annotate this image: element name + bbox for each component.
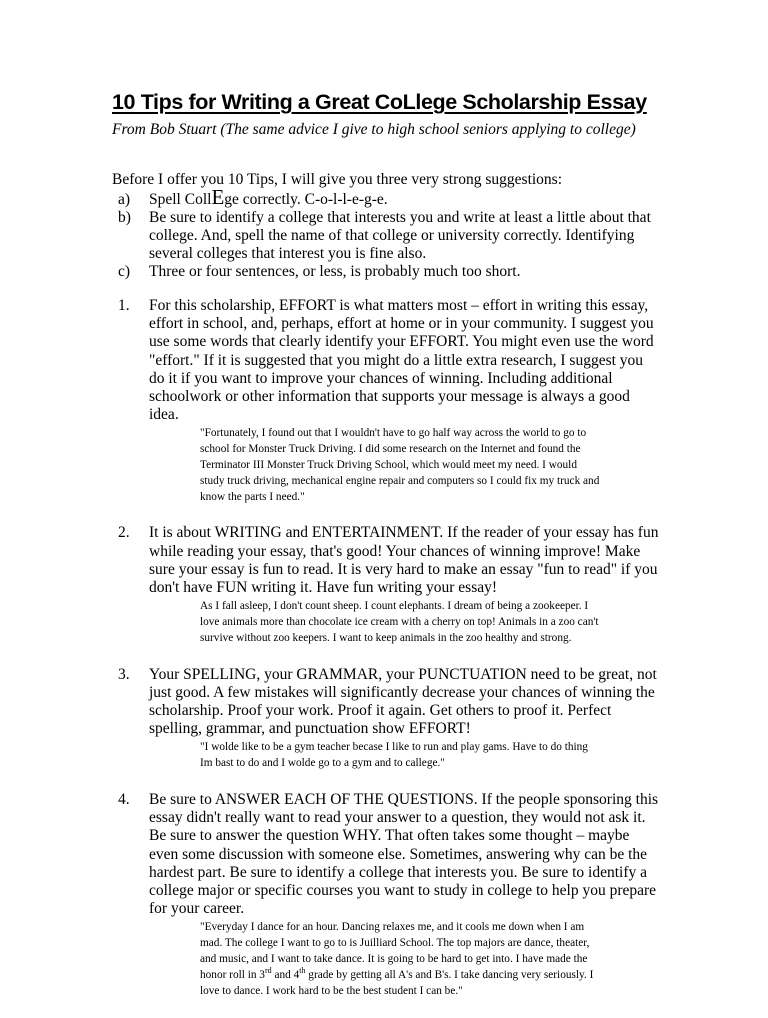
tip-number: 1. <box>118 297 130 314</box>
tip-example-quote: "Fortunately, I found out that I wouldn't have to go half way across the world to go to school for Monster Truck Driving. I did some research on the Internet and found the Terminator III Monster Truck Driving School, which would meet my need. I would study truck driving, mechanical engine repair and computers so I could fix my truck and know the parts I need." <box>200 427 600 503</box>
suggestion-item <box>112 185 672 209</box>
tip-example-quote: As I fall asleep, I don't count sheep. I count elephants. I dream of being a zookeeper. I love animals more than chocolate ice cream with a cherry on top! Animals in a zoo can't survive without zoo keepers. I want to keep animals in the zoo healthy and strong. <box>200 600 599 644</box>
tip-number: 4. <box>118 791 130 809</box>
tip-text: Be sure to ANSWER EACH OF THE QUESTIONS. If the people sponsoring this essay didn't really want to read your answer to a question, they would not ask it. Be sure to answer the question WHY. That often takes some thought – maybe even some discussion with someone else. Sometimes, answering why can be the hardest part. Be sure to identify a college that interests you. Be sure to identify a college major or specific courses you want to study in college to help you prepare for your career. <box>149 791 659 918</box>
tip-item <box>112 666 660 772</box>
suggestion-item <box>112 209 672 263</box>
tip-number: 2. <box>118 524 130 542</box>
tip-example-quote: "Everyday I dance for an hour. Dancing relaxes me, and it cools me down when I am mad. The college I want to go to is Juilliard School. The top majors are dance, theater, and music, and I want to take dance. It is going to be hard to get into. I have made the honor roll in 3rd and 4th grade by getting all A's and B's. I take dancing very seriously. I love to dance. I work hard to be the best student I can be." <box>200 921 594 997</box>
tip-text: Your SPELLING, your GRAMMAR, your PUNCTUATION need to be great, not just good. A few mistakes will significantly decrease your chances of winning the scholarship. Proof your work. Proof it again. Get others to proof it. Perfect spelling, grammar, and punctuation show EFFORT! <box>149 665 657 738</box>
suggestion-marker: b) <box>118 209 131 226</box>
suggestion-text-a: Spell CollEge correctly. C-o-l-l-e-g-e. <box>149 185 388 209</box>
tip-text: For this scholarship, EFFORT is what matters most – effort in writing this essay, effort in school, and, perhaps, effort at home or in your community. I suggest you use some words that clearly identify your EFFORT. You might even use the word "effort." If it is suggested that you might do a little extra research, I suggest you do it if you want to improve your chances of winning. Including additional schoolwork or other information that supports your message is always a good idea. <box>149 297 654 424</box>
suggestion-text-c: Three or four sentences, or less, is probably much too short. <box>149 263 521 280</box>
document-subtitle: From Bob Stuart (The same advice I give to high school seniors applying to college) <box>112 121 636 138</box>
suggestion-marker: c) <box>118 263 131 280</box>
suggestion-item <box>112 263 672 281</box>
suggestion-text-b: Be sure to identify a college that interests you and write at least a little about that college. And, spell the name of that college or university correctly. Identifying several colleges that interest you is fine also. <box>149 209 651 262</box>
tip-item <box>112 524 660 646</box>
tips-list <box>112 297 660 1018</box>
tip-item <box>112 791 660 999</box>
tip-item <box>112 297 660 505</box>
intro-paragraph: Before I offer you 10 Tips, I will give you three very strong suggestions: <box>112 171 563 188</box>
suggestions-list <box>112 185 672 281</box>
suggestion-marker: a) <box>118 191 131 208</box>
tip-text: It is about WRITING and ENTERTAINMENT. If the reader of your essay has fun while reading your essay, that's good! Your chances of winning improve! Make sure your essay is fun to read. It is very hard to make an essay "fun to read" if you don't have FUN writing it. Have fun writing your essay! <box>149 524 659 597</box>
tip-example-quote: "I wolde like to be a gym teacher becase I like to run and play gams. Have to do thing Im bast to do and I wolde go to a gym and to callege." <box>200 741 588 770</box>
big-letter-e: E <box>211 185 225 209</box>
tip-number: 3. <box>118 665 130 683</box>
document-title: 10 Tips for Writing a Great CoLlege Scholarship Essay <box>112 90 647 114</box>
